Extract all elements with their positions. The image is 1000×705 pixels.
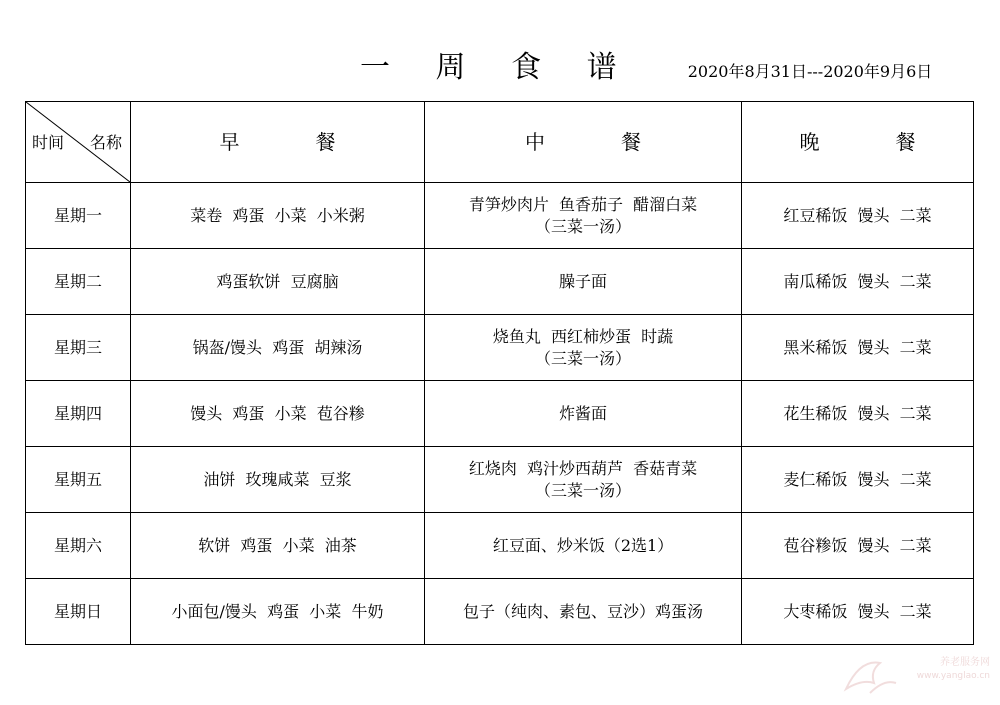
breakfast-cell: 小面包/馒头 鸡蛋 小菜 牛奶: [131, 579, 425, 645]
watermark-url: www.yanglao.cn: [916, 671, 990, 681]
lunch-cell: [425, 183, 742, 249]
weekly-menu-table: [25, 101, 974, 645]
table-header-row: [26, 102, 974, 183]
day-cell: 星期日: [26, 579, 131, 645]
lunch-cell: [425, 249, 742, 315]
watermark-text: 养老服务网: [940, 657, 990, 668]
dinner-cell: 大枣稀饭 馒头 二菜: [742, 579, 974, 645]
table-row: [26, 513, 974, 579]
lunch-line: 包子（纯肉、素包、豆沙）鸡蛋汤: [462, 601, 703, 621]
date-range: 2020年8月31日---2020年9月6日: [687, 62, 933, 81]
dinner-cell: 红豆稀饭 馒头 二菜: [742, 183, 974, 249]
table-row: [26, 381, 974, 447]
corner-label-name: 名称: [90, 133, 123, 152]
dinner-cell: 花生稀饭 馒头 二菜: [742, 381, 974, 447]
breakfast-cell: 油饼 玫瑰咸菜 豆浆: [131, 447, 425, 513]
day-cell: 星期一: [26, 183, 131, 249]
lunch-line: 红豆面、炒米饭（2选1）: [492, 535, 674, 555]
column-header-dinner: 晚 餐: [742, 102, 974, 183]
page-title: 一 周 食 谱: [360, 50, 635, 85]
dinner-cell: 南瓜稀饭 馒头 二菜: [742, 249, 974, 315]
table-row: [26, 249, 974, 315]
lunch-line: （三菜一汤）: [534, 216, 631, 236]
breakfast-cell: 菜卷 鸡蛋 小菜 小米粥: [131, 183, 425, 249]
lunch-cell: [425, 315, 742, 381]
corner-label-time: 时间: [32, 133, 65, 152]
day-cell: 星期五: [26, 447, 131, 513]
dinner-cell: 黑米稀饭 馒头 二菜: [742, 315, 974, 381]
table-row: [26, 447, 974, 513]
table-row: [26, 579, 974, 645]
lunch-line: 青笋炒肉片 鱼香茄子 醋溜白菜: [468, 194, 698, 214]
watermark: [840, 649, 990, 699]
column-header-breakfast: 早 餐: [131, 102, 425, 183]
dinner-cell: 麦仁稀饭 馒头 二菜: [742, 447, 974, 513]
breakfast-cell: 锅盔/馒头 鸡蛋 胡辣汤: [131, 315, 425, 381]
column-header-lunch: 中 餐: [425, 102, 742, 183]
table-row: [26, 183, 974, 249]
lunch-line: 烧鱼丸 西红柿炒蛋 时蔬: [492, 326, 674, 346]
breakfast-cell: 软饼 鸡蛋 小菜 油茶: [131, 513, 425, 579]
lunch-cell: [425, 513, 742, 579]
lunch-line: （三菜一汤）: [534, 348, 631, 368]
day-cell: 星期三: [26, 315, 131, 381]
breakfast-cell: 馒头 鸡蛋 小菜 苞谷糁: [131, 381, 425, 447]
day-cell: 星期二: [26, 249, 131, 315]
lunch-cell: [425, 579, 742, 645]
day-cell: 星期四: [26, 381, 131, 447]
lunch-line: （三菜一汤）: [534, 480, 631, 500]
day-cell: 星期六: [26, 513, 131, 579]
corner-header-cell: [26, 102, 131, 183]
lunch-cell: [425, 381, 742, 447]
breakfast-cell: 鸡蛋软饼 豆腐脑: [131, 249, 425, 315]
table-row: [26, 315, 974, 381]
watermark-logo-icon: [840, 649, 900, 699]
dinner-cell: 苞谷糁饭 馒头 二菜: [742, 513, 974, 579]
lunch-cell: [425, 447, 742, 513]
lunch-line: 红烧肉 鸡汁炒西葫芦 香菇青菜: [468, 458, 698, 478]
lunch-line: 臊子面: [558, 271, 607, 291]
lunch-line: 炸酱面: [558, 403, 607, 423]
